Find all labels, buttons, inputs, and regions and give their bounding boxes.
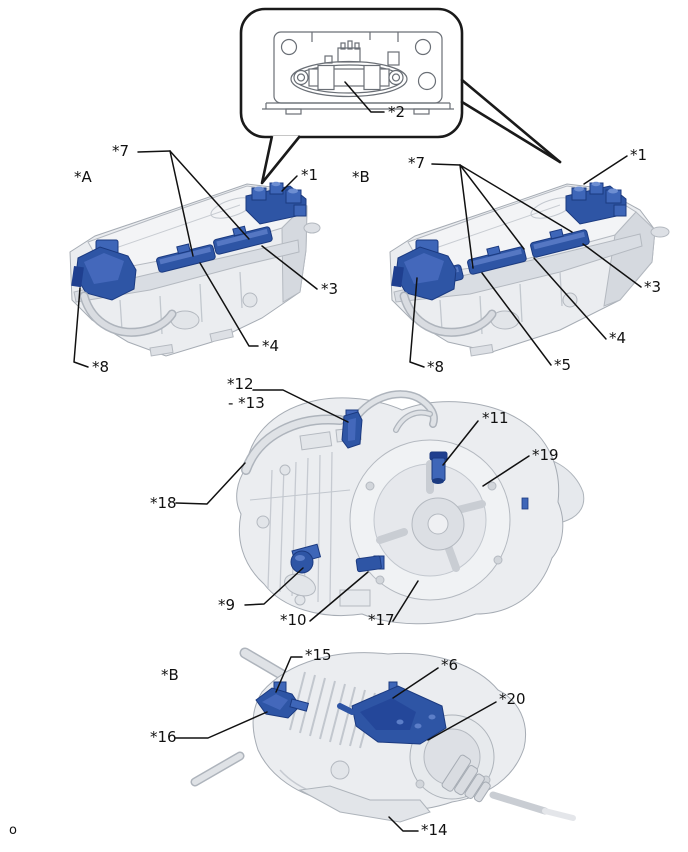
callout-label-1a: *1 — [301, 166, 319, 184]
view-label-b: *B — [352, 168, 370, 186]
callout-label-19: *19 — [532, 446, 559, 464]
callout-label-3b: *3 — [644, 278, 662, 296]
inverter-assembly-a — [70, 182, 320, 356]
sensor-11 — [430, 452, 447, 484]
callout-label-6: *6 — [441, 656, 459, 674]
callout-label-4b: *4 — [609, 329, 627, 347]
callout-label-10: *10 — [280, 611, 307, 629]
sensor-10 — [356, 556, 384, 572]
callout-label-1b: *1 — [630, 146, 648, 164]
callout-label-7b: *7 — [408, 154, 426, 172]
bubble-pointer-line — [462, 102, 560, 162]
bubble-tail — [262, 136, 300, 183]
view-label-b-rear: *B — [161, 666, 179, 684]
callout-label-8b: *8 — [427, 358, 445, 376]
callout-label-12: *12 — [227, 375, 254, 393]
callout-label-15: *15 — [305, 646, 332, 664]
callout-label-8a: *8 — [92, 358, 110, 376]
callout-label-18: *18 — [150, 494, 177, 512]
callout-label-13: - *13 — [228, 394, 265, 412]
callout-label-16: *16 — [150, 728, 177, 746]
bubble-pointer-line — [462, 80, 560, 162]
rear-drive-unit — [195, 653, 573, 822]
inverter-assembly-b — [390, 182, 669, 356]
callout-label-2: *2 — [388, 103, 406, 121]
sensor-12-13 — [342, 410, 362, 448]
callout-label-11: *11 — [482, 409, 509, 427]
callout-label-17: *17 — [368, 611, 395, 629]
callout-label-14: *14 — [421, 821, 448, 839]
callout-label-3a: *3 — [321, 280, 339, 298]
callout-label-7a: *7 — [112, 142, 130, 160]
callout-label-9: *9 — [218, 596, 236, 614]
callout-label-4a: *4 — [262, 337, 280, 355]
hybrid-transaxle — [237, 394, 584, 624]
detail-bubble — [241, 9, 560, 186]
callout-label-20: *20 — [499, 690, 526, 708]
view-label-a: *A — [74, 168, 92, 186]
callout-label-5b: *5 — [554, 356, 572, 374]
corner-mark: o — [9, 823, 17, 838]
